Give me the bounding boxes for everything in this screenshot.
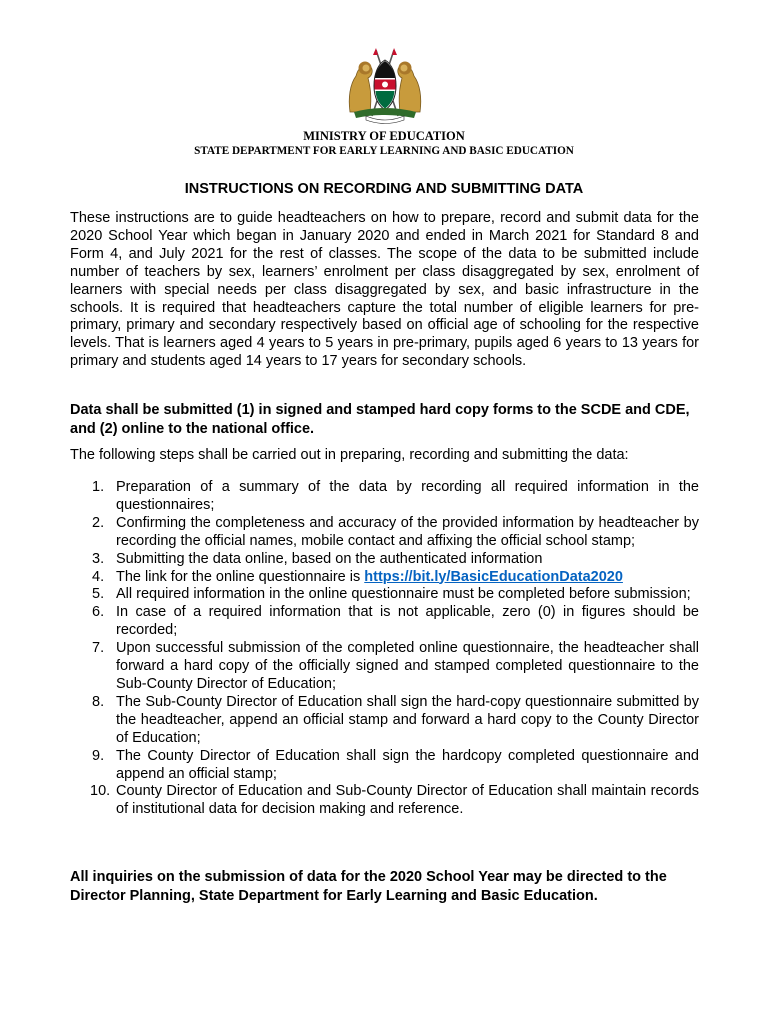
step-number: 7. xyxy=(92,640,105,657)
inquiries-paragraph: All inquiries on the submission of data for the 2020 School Year may be directed to the Director Planning, State Department for Early Learning and Basic Education. xyxy=(70,869,667,904)
list-item xyxy=(70,515,699,551)
step-number: 8. xyxy=(92,693,105,710)
questionnaire-link[interactable]: https://bit.ly/BasicEducationData2020 xyxy=(364,568,623,585)
list-item xyxy=(70,604,699,640)
step-number: 1. xyxy=(92,479,105,495)
kenya-coat-of-arms-icon xyxy=(344,46,426,124)
intro-paragraph: These instructions are to guide headteachers on how to prepare, record and submit data for the 2020 School Year which began in January 2020 and ended in March 2021 for Standard 8 and Form 4, and July 2021 for the rest of classes. The scope of the data to be submitted include number of teachers by sex, learners’ enrolment per class disaggregated by sex, enrolment of learners with special needs per class disaggregated by sex, and basic infrastructure in the schools. It is required that headteachers capture the total number of eligible learners for pre-primary, primary and secondary respectively based on official age of schooling for the respective levels. That is learners aged 4 years to 5 years in pre-primary, pupils aged 6 years to 13 years for primary and students aged 14 years to 17 years for secondary schools. xyxy=(70,210,699,370)
step-number: 2. xyxy=(92,514,105,531)
step-number: 10. xyxy=(90,783,111,800)
step-text: All required information in the online questionnaire must be completed before submission; xyxy=(116,586,691,603)
step-number: 9. xyxy=(92,747,105,764)
list-item xyxy=(70,748,699,784)
step-text: In case of a required information that is not applicable, zero (0) in figures should be recorded; xyxy=(116,604,699,639)
list-item xyxy=(70,551,699,569)
list-item xyxy=(70,640,699,694)
submission-note: Data shall be submitted (1) in signed and stamped hard copy forms to the SCDE and CDE, and (2) online to the national office. xyxy=(70,402,690,437)
document-title: INSTRUCTIONS ON RECORDING AND SUBMITTING DATA xyxy=(184,181,584,197)
step-number: 5. xyxy=(92,586,105,603)
step-text: Upon successful submission of the completed online questionnaire, the headteacher shall forward a hard copy of the officially signed and stamped completed questionnaire to the Sub-County Director of Education; xyxy=(116,640,699,692)
step-text: The Sub-County Director of Education shall sign the hard-copy questionnaire submitted by the headteacher, append an official stamp and forward a hard copy to the County Director of Education; xyxy=(116,693,699,746)
list-item xyxy=(70,783,699,819)
step-number: 4. xyxy=(92,568,105,585)
step-text: The County Director of Education shall sign the hardcopy completed questionnaire and append an official stamp; xyxy=(116,747,699,782)
step-number: 6. xyxy=(92,604,105,621)
list-item xyxy=(70,694,699,748)
step-number: 3. xyxy=(92,550,105,567)
list-item xyxy=(70,569,699,587)
list-item xyxy=(70,479,699,515)
step-text: The link for the online questionnaire is xyxy=(116,568,365,585)
step-text: Confirming the completeness and accuracy of the provided information by headteacher by recording the official names, mobile contact and affixing the official school stamp; xyxy=(116,514,699,549)
department-name: STATE DEPARTMENT FOR EARLY LEARNING AND BASIC EDUCATION xyxy=(194,145,574,157)
list-item xyxy=(70,586,699,604)
step-text: County Director of Education and Sub-County Director of Education shall maintain records of institutional data for decision making and reference. xyxy=(116,783,699,818)
ministry-name: MINISTRY OF EDUCATION xyxy=(303,129,465,143)
step-text: Preparation of a summary of the data by recording all required information in the questionnaires; xyxy=(116,479,699,513)
steps-list xyxy=(70,479,699,819)
steps-intro: The following steps shall be carried out in preparing, recording and submitting the data: xyxy=(70,447,629,463)
step-text: Submitting the data online, based on the authenticated information xyxy=(116,550,543,567)
